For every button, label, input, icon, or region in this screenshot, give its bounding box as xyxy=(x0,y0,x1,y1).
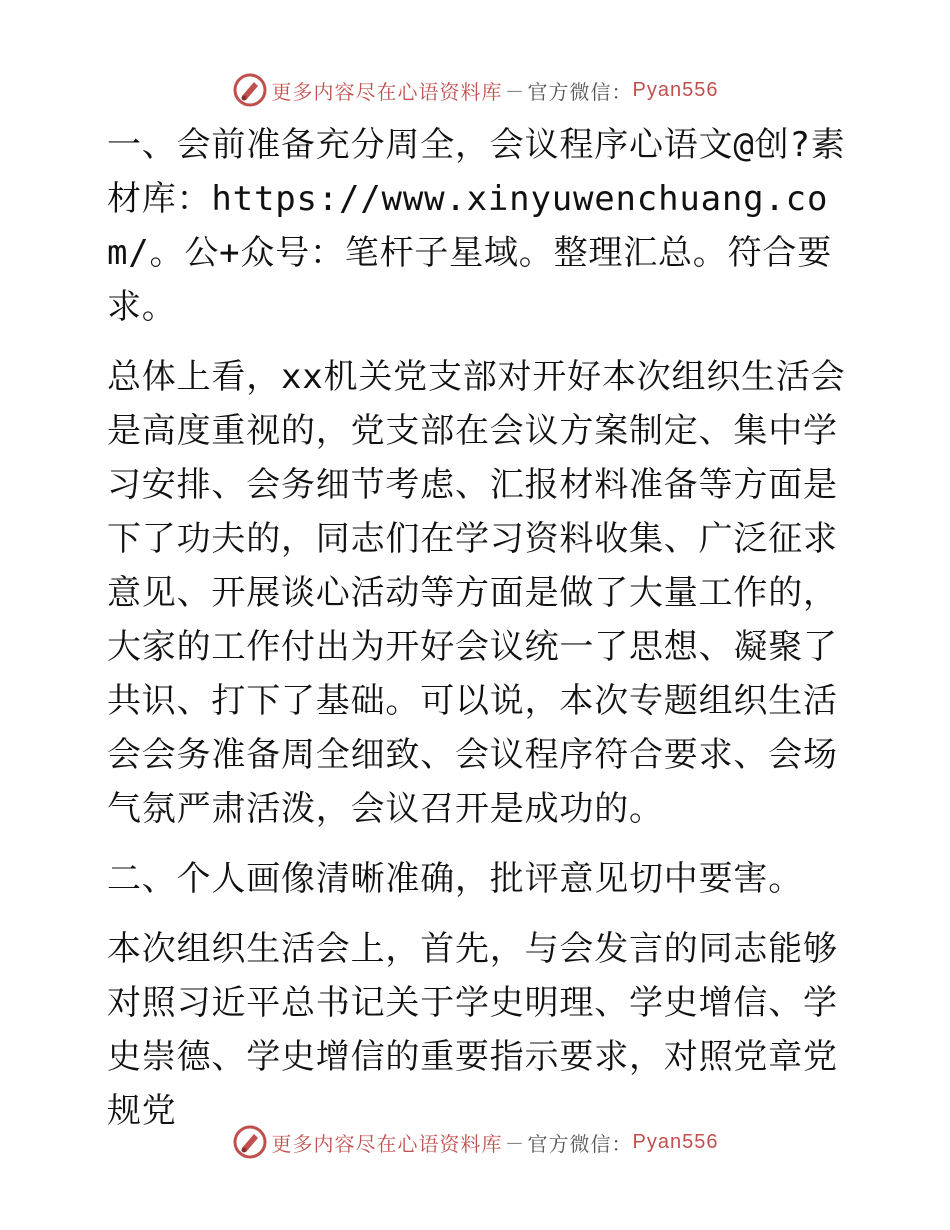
section-heading-1: 一、会前准备充分周全，会议程序心语文@创?素材库：https://www.xinyuwenchuang.com/。公+众号：笔杆子星域。整理汇总。符合要求。 xyxy=(107,125,846,327)
banner-text: 更多内容尽在心语资料库 xyxy=(271,1131,503,1156)
banner-separator: — xyxy=(506,80,524,100)
wechat-id: Pyan556 xyxy=(632,78,719,101)
section-heading-2: 二、个人画像清晰准确，批评意见切中要害。 xyxy=(107,859,803,899)
brand-logo-icon xyxy=(232,72,268,108)
wechat-id: Pyan556 xyxy=(632,1130,719,1153)
banner-text: 更多内容尽在心语资料库 xyxy=(271,79,503,104)
document-body xyxy=(97,118,857,1138)
body-paragraph-2: 本次组织生活会上，首先，与会发言的同志能够对照习近平总书记关于学史明理、学史增信、学史崇德、学史增信的重要指示要求，对照党章党规党 xyxy=(107,929,838,1131)
wechat-label: 官方微信： xyxy=(527,79,633,104)
body-paragraph-1: 总体上看，xx机关党支部对开好本次组织生活会是高度重视的，党支部在会议方案制定、集中学习安排、会务细节考虑、汇报材料准备等方面是下了功夫的，同志们在学习资料收集、广泛征求意见、开展谈心活动等方面是做了大量工作的，大家的工作付出为开好会议统一了思想、凝聚了共识、打下了基础。可以说，本次专题组织生活会会务准备周全细致、会议程序符合要求、会场气氛严肃活泼，会议召开是成功的。 xyxy=(107,357,846,829)
wechat-label: 官方微信： xyxy=(527,1131,633,1156)
brand-logo-icon xyxy=(232,1124,268,1160)
header-watermark-banner xyxy=(0,70,950,110)
footer-watermark-banner xyxy=(0,1122,950,1162)
banner-separator: — xyxy=(506,1132,524,1152)
